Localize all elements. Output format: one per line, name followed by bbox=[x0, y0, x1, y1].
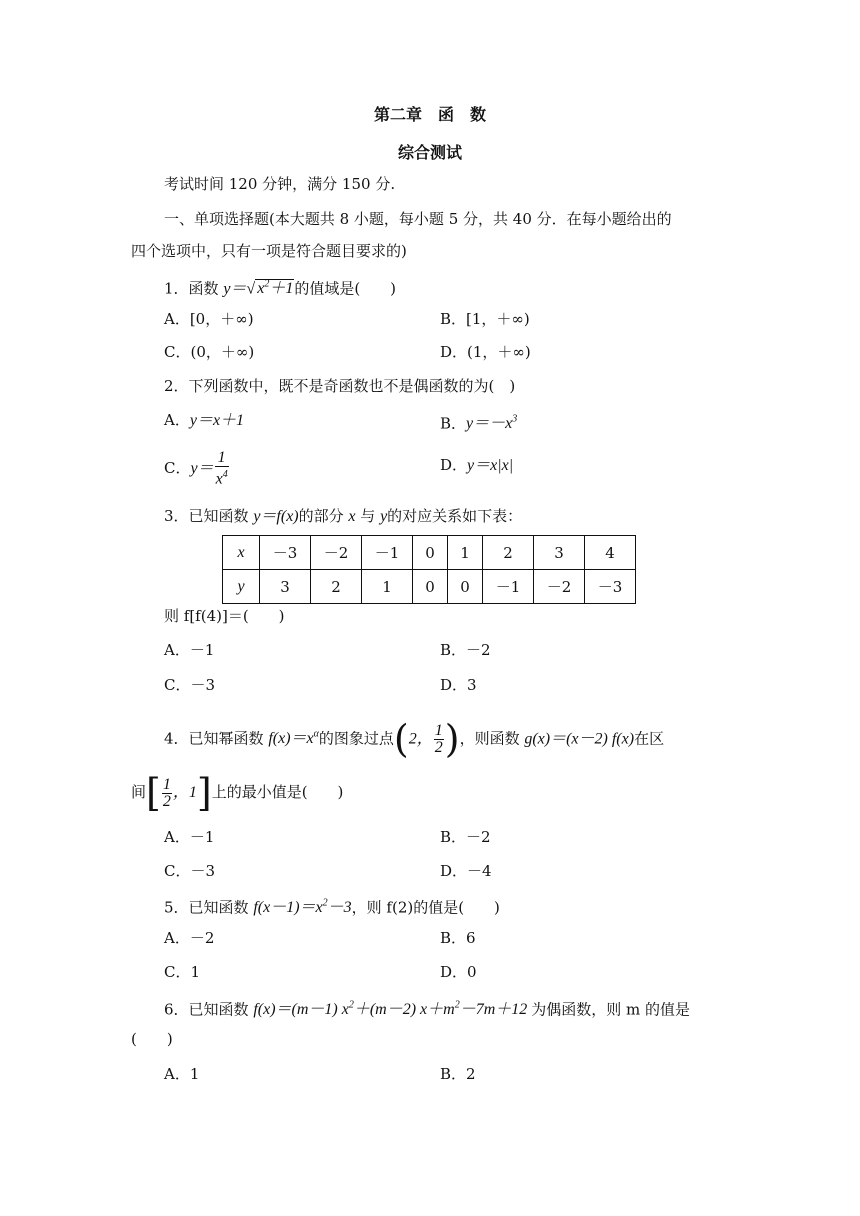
q4-option-a[interactable]: A．－1 bbox=[164, 828, 215, 846]
question-6-line2: ( ) bbox=[131, 1030, 173, 1048]
q4-mid1: 的图象过点 bbox=[318, 729, 394, 748]
question-1-stem bbox=[164, 275, 396, 299]
table-cell: 1 bbox=[448, 536, 483, 570]
question-2-stem: 2．下列函数中，既不是奇函数也不是偶函数的为( ) bbox=[164, 377, 516, 395]
question-4-line2: 间[ $\frac{1}{2}$ ，1]上的最小值是( ) bbox=[131, 771, 344, 815]
q4-line2-pre: 间 bbox=[131, 783, 147, 801]
table-header-y: y bbox=[223, 570, 260, 604]
q3-option-d[interactable]: D．3 bbox=[440, 676, 477, 694]
q2-c-label: C． bbox=[164, 459, 191, 477]
q6-option-a[interactable]: A．1 bbox=[164, 1065, 200, 1083]
table-cell: 2 bbox=[483, 536, 534, 570]
table-cell: 0 bbox=[413, 536, 448, 570]
q2-option-c[interactable]: C．y＝ $\frac{1}{x^4}$ bbox=[164, 449, 228, 488]
question-5-stem: 5．已知函数 $f(x-1)=x^2-3$，则 f(2)的值是( ) bbox=[164, 898, 500, 917]
q1-option-d[interactable]: D．(1，＋∞) bbox=[440, 343, 531, 361]
question-4-stem: 4．已知幂函数 $f(x)=x^\alpha$的图象过点(2， $\frac{1}{2}$ )，则函数 g(x)＝(x－2) f(x)在区 bbox=[164, 717, 665, 762]
chapter-title: 第二章 函 数 bbox=[373, 105, 486, 124]
question-6-stem: 6．已知函数 f(x)＝(m－1) $x^2+(m-2)$ $x+m^2-7m+12$ 为偶函数，则 m 的值是 bbox=[164, 1000, 691, 1019]
question-3-ask: 则 f[f(4)]＝( ) bbox=[164, 607, 285, 625]
q3-mid: 的部分 bbox=[298, 507, 349, 525]
q2-b-label: B． bbox=[440, 414, 467, 433]
q4-mid2: ，则函数 bbox=[459, 729, 525, 748]
table-cell: 0 bbox=[413, 570, 448, 604]
table-cell: －1 bbox=[483, 570, 534, 604]
q1-pre: 1．函数 bbox=[164, 279, 224, 298]
q2-option-a[interactable]: A．y＝x＋1 bbox=[164, 411, 245, 429]
q5-option-c[interactable]: C．1 bbox=[164, 963, 201, 981]
q2-option-b[interactable]: B．$y=-x^3$ bbox=[440, 414, 518, 433]
question-3-stem: 3．已知函数 y＝f(x)的部分 x 与 y的对应关系如下表： bbox=[164, 507, 523, 525]
table-cell: 0 bbox=[448, 570, 483, 604]
table-cell: －2 bbox=[311, 536, 362, 570]
table-cell: 3 bbox=[260, 570, 311, 604]
value-table bbox=[222, 535, 636, 604]
q4-post: 在区 bbox=[634, 729, 665, 748]
q2-d-label: D． bbox=[440, 456, 468, 474]
table-row bbox=[223, 570, 636, 604]
q4-option-b[interactable]: B．－2 bbox=[440, 828, 491, 846]
q2-a-label: A． bbox=[164, 411, 190, 429]
q5-option-b[interactable]: B．6 bbox=[440, 929, 476, 947]
exam-intro: 考试时间 120 分钟，满分 150 分. bbox=[164, 175, 396, 193]
table-cell: 4 bbox=[585, 536, 636, 570]
section-heading-line1: 一、单项选择题(本大题共 8 小题，每小题 5 分，共 40 分．在每小题给出的 bbox=[164, 210, 672, 228]
q5-option-a[interactable]: A．－2 bbox=[164, 929, 215, 947]
q6-pre: 6．已知函数 bbox=[164, 1000, 254, 1019]
q3-option-b[interactable]: B．－2 bbox=[440, 641, 491, 659]
section-heading-line2: 四个选项中，只有一项是符合题目要求的) bbox=[131, 242, 407, 260]
table-row bbox=[223, 536, 636, 570]
q6-option-b[interactable]: B．2 bbox=[440, 1065, 476, 1083]
q5-option-d[interactable]: D．0 bbox=[440, 963, 477, 981]
q3-option-a[interactable]: A．－1 bbox=[164, 641, 215, 659]
q1-option-b[interactable]: B．[1，＋∞) bbox=[440, 310, 530, 328]
table-cell: 1 bbox=[362, 570, 413, 604]
section-subtitle: 综合测试 bbox=[397, 143, 462, 162]
q5-pre: 5．已知函数 bbox=[164, 898, 254, 917]
q4-pre: 4．已知幂函数 bbox=[164, 729, 269, 748]
table-cell: －3 bbox=[260, 536, 311, 570]
q1-option-a[interactable]: A．[0，＋∞) bbox=[164, 310, 254, 328]
q2-option-d[interactable]: D．y＝x|x| bbox=[440, 456, 514, 474]
q4-line2-post: 上的最小值是( ) bbox=[211, 783, 344, 801]
table-header-x: x bbox=[223, 536, 260, 570]
table-cell: －1 bbox=[362, 536, 413, 570]
q1-formula: y＝√ $x^2+1$ bbox=[223, 279, 294, 298]
q4-option-c[interactable]: C．－3 bbox=[164, 862, 216, 880]
table-cell: 3 bbox=[534, 536, 585, 570]
q1-post: 的值域是( ) bbox=[294, 279, 397, 298]
table-cell: －2 bbox=[534, 570, 585, 604]
q3-post: 的对应关系如下表： bbox=[387, 507, 523, 525]
q5-post: ，则 f(2)的值是( ) bbox=[351, 898, 500, 917]
table-cell: －3 bbox=[585, 570, 636, 604]
q4-option-d[interactable]: D．－4 bbox=[440, 862, 492, 880]
q3-option-c[interactable]: C．－3 bbox=[164, 676, 216, 694]
q1-option-c[interactable]: C．(0，＋∞) bbox=[164, 343, 255, 361]
table-cell: 2 bbox=[311, 570, 362, 604]
q6-post: 为偶函数，则 m 的值是 bbox=[531, 1000, 691, 1019]
q3-pre: 3．已知函数 bbox=[164, 507, 254, 525]
